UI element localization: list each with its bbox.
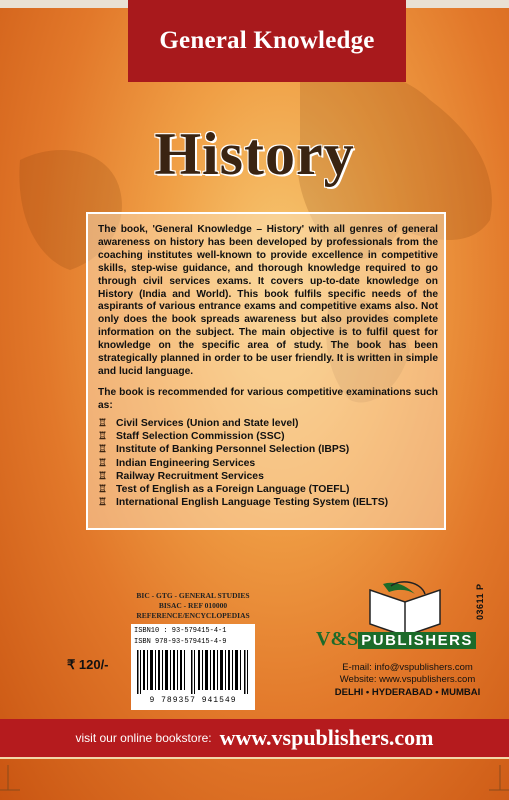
description-paragraph: The book, 'General Knowledge – History' with all genres of general awareness on history has been developed by professionals from the coaching institutes well-known to provide excellence in competitive skills, step-wise guidance, and thorough knowledge required to go through civil services exams. It covers up-to-date knowledge on History (India and World). This book fulfils specific needs of the aspirants of various entrance exams and competitive exams also. Not only does the book spreads awareness but also provides complete information on the subject. The main objective is to fulfil quest for knowledge on the specific area of study. The book has been strategically planned in order to be user friendly. It is written in simple and lucid language. xyxy=(98,224,438,377)
bullet-icon: ♖ xyxy=(98,444,107,456)
recommended-intro: The book is recommended for various competitive examinations such as: xyxy=(98,386,438,411)
bullet-icon: ♖ xyxy=(98,497,107,509)
bullet-icon: ♖ xyxy=(98,417,107,429)
list-item: ♖ Railway Recruitment Services xyxy=(98,470,264,482)
list-item: ♖ Civil Services (Union and State level) xyxy=(98,417,299,429)
list-item: ♖ Test of English as a Foreign Language (TOEFL) xyxy=(98,484,350,496)
barcode-bars xyxy=(137,650,249,694)
bookstore-banner xyxy=(0,719,509,757)
bookstore-url[interactable]: www.vspublishers.com xyxy=(219,725,434,750)
publisher-website: Website: www.vspublishers.com xyxy=(339,674,476,686)
list-item: ♖ Staff Selection Commission (SSC) xyxy=(98,430,285,442)
list-item: ♖ Institute of Banking Personnel Selection (IBPS) xyxy=(98,444,350,456)
isbn13-label: ISBN 978-93-579415-4-9 xyxy=(134,638,227,646)
bullet-icon: ♖ xyxy=(98,430,107,442)
footer-divider xyxy=(0,757,509,759)
isbn10-label: ISBN10 : 93-579415-4-1 xyxy=(134,627,227,635)
product-code: 03611 P xyxy=(475,583,485,620)
crop-marks xyxy=(0,760,509,800)
book-title: History xyxy=(154,121,355,187)
description-panel xyxy=(86,212,446,530)
classification-codes: BIC - GTG - GENERAL STUDIES BISAC - REF 010000 REFERENCE/ENCYCLOPEDIAS xyxy=(136,591,250,620)
bullet-icon: ♖ xyxy=(98,484,107,496)
barcode-digits: 9 789357 941549 xyxy=(149,696,237,705)
series-banner: General Knowledge xyxy=(128,0,406,82)
bullet-icon: ♖ xyxy=(98,470,107,482)
bookstore-label: visit our online bookstore: xyxy=(75,731,212,745)
publisher-logo: V&S PUBLISHERS xyxy=(316,628,476,651)
bullet-icon: ♖ xyxy=(98,457,107,469)
publisher-cities: DELHI • HYDERABAD • MUMBAI xyxy=(334,686,481,698)
list-item: ♖ Indian Engineering Services xyxy=(98,457,256,469)
price-label: ₹ 120/- xyxy=(67,657,109,672)
publisher-book-icon xyxy=(325,580,485,666)
list-item: ♖ International English Language Testing System (IELTS) xyxy=(98,497,389,509)
exam-list xyxy=(98,417,438,510)
publisher-contact xyxy=(310,662,505,699)
publisher-email: E-mail: info@vspublishers.com xyxy=(342,662,473,673)
isbn-barcode xyxy=(131,624,255,710)
